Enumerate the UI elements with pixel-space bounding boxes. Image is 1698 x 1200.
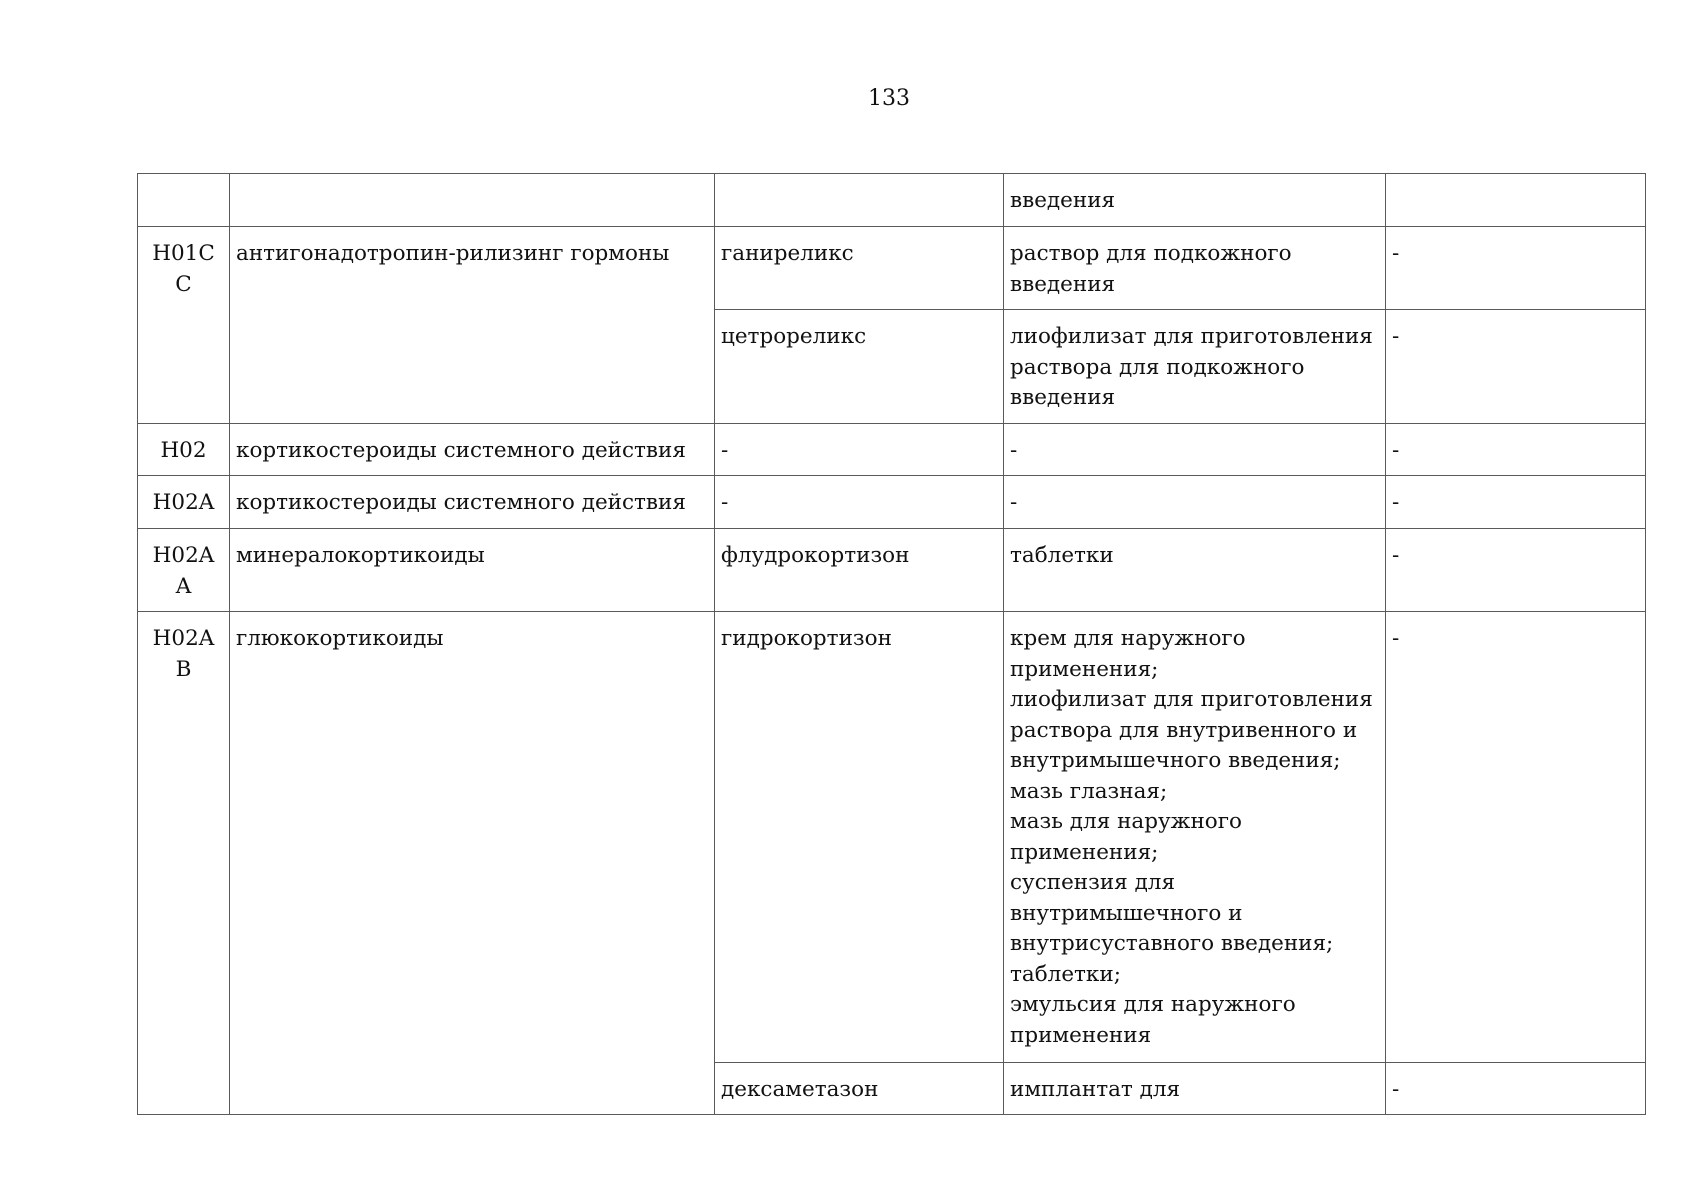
group-cell: кортикостероиды системного действия	[230, 476, 715, 529]
form-cell: лиофилизат для приготовления раствора для подкожного введения	[1004, 310, 1386, 424]
group-cell: глюкокортикоиды	[230, 612, 715, 1115]
note-cell: -	[1386, 529, 1646, 612]
note-cell: -	[1386, 476, 1646, 529]
note-cell: -	[1386, 612, 1646, 1063]
drug-cell: гидрокортизон	[715, 612, 1004, 1063]
form-cell: таблетки	[1004, 529, 1386, 612]
note-cell: -	[1386, 310, 1646, 424]
atc-code-cell: H02A	[138, 476, 230, 529]
note-cell	[1386, 174, 1646, 227]
dosage-form-item: крем для наружного применения;	[1010, 626, 1246, 682]
group-cell: кортикостероиды системного действия	[230, 424, 715, 476]
note-cell: -	[1386, 1063, 1646, 1115]
atc-code-cell: H02	[138, 424, 230, 476]
form-cell: имплантат для	[1004, 1063, 1386, 1115]
table-row	[138, 424, 1646, 476]
atc-code-cell: H02A B	[138, 612, 230, 1115]
form-cell: раствор для подкожного введения	[1004, 227, 1386, 310]
drug-cell: цетрореликс	[715, 310, 1004, 424]
drug-cell: ганиреликс	[715, 227, 1004, 310]
atc-code-cell: H01C C	[138, 227, 230, 424]
form-cell: -	[1004, 476, 1386, 529]
dosage-form-item: мазь глазная;	[1010, 778, 1168, 804]
dosage-form-item: суспензия для внутримышечного и внутрисуставного введения;	[1010, 870, 1334, 956]
atc-code-cell: H02A A	[138, 529, 230, 612]
group-cell: минералокортикоиды	[230, 529, 715, 612]
medications-table	[137, 173, 1646, 1115]
drug-cell	[715, 174, 1004, 227]
drug-cell: флудрокортизон	[715, 529, 1004, 612]
drug-cell: -	[715, 476, 1004, 529]
dosage-form-item: лиофилизат для приготовления раствора для внутривенного и внутримышечного введения;	[1010, 687, 1373, 773]
table-row	[138, 476, 1646, 529]
dosage-form-item: эмульсия для наружного применения	[1010, 992, 1296, 1048]
drug-cell: -	[715, 424, 1004, 476]
group-cell: антигонадотропин-рилизинг гормоны	[230, 227, 715, 424]
dosage-form-item: таблетки;	[1010, 961, 1121, 987]
note-cell: -	[1386, 424, 1646, 476]
form-cell	[1004, 612, 1386, 1063]
dosage-form-item: мазь для наружного применения;	[1010, 809, 1242, 865]
note-cell: -	[1386, 227, 1646, 310]
table-row	[138, 174, 1646, 227]
table-row	[138, 529, 1646, 612]
table-row	[138, 227, 1646, 310]
atc-code-cell	[138, 174, 230, 227]
form-cell: введения	[1004, 174, 1386, 227]
table-row	[138, 612, 1646, 1063]
page-number: 133	[868, 86, 910, 111]
drug-cell: дексаметазон	[715, 1063, 1004, 1115]
group-cell	[230, 174, 715, 227]
form-cell: -	[1004, 424, 1386, 476]
